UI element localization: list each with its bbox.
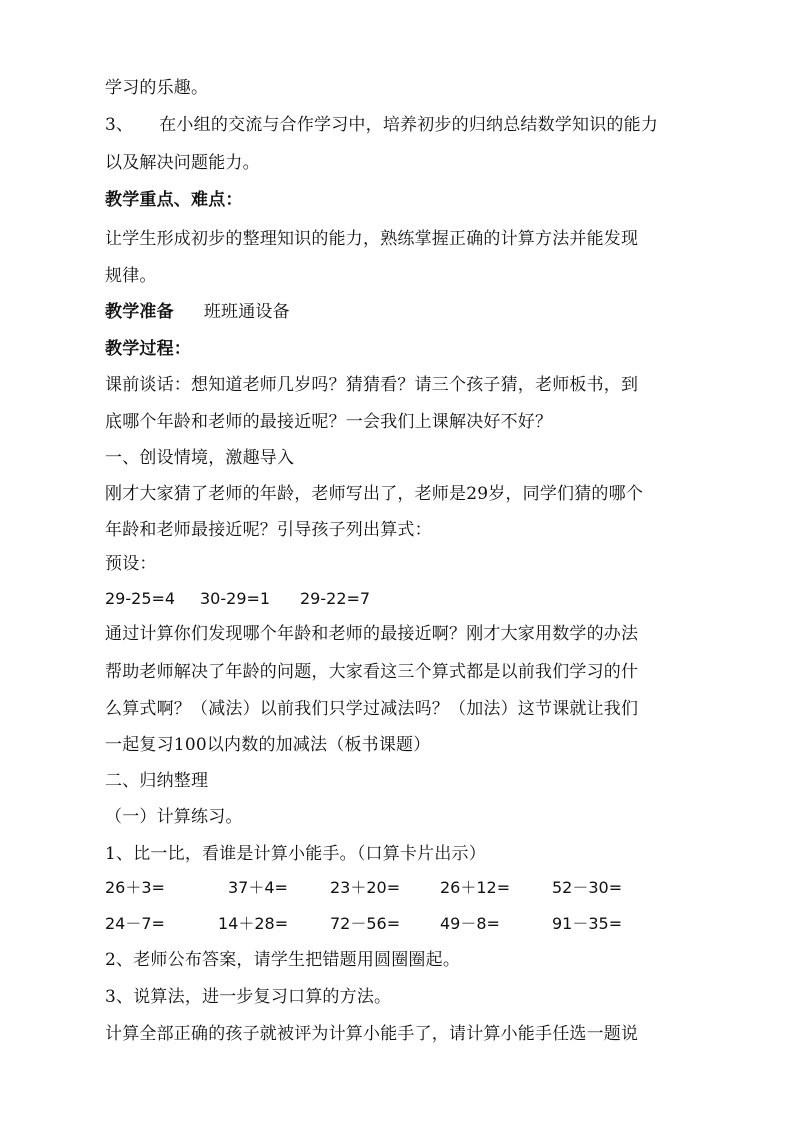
oral-calc-item: 49－8= [440, 914, 500, 933]
section-heading-prep: 教学准备 [105, 302, 174, 322]
text-line: 通过计算你们发现哪个年龄和老师的最接近啊？刚才大家用数学的办法 [105, 624, 639, 644]
text-line: 年龄和老师最接近呢？引导孩子列出算式： [105, 520, 432, 540]
equation: 29-22=7 [300, 589, 371, 608]
text-line: 底哪个年龄和老师的最接近呢？一会我们上课解决好不好？ [105, 412, 553, 432]
oral-calc-item: 52－30= [552, 878, 623, 897]
text-line: 2、老师公布答案，请学生把错题用圆圈圈起。 [105, 950, 461, 970]
oral-calc-item: 37＋4= [228, 878, 288, 897]
oral-calc-item: 72－56= [330, 914, 401, 933]
list-number: 3、 [105, 115, 134, 135]
oral-calc-item: 26＋12= [440, 878, 511, 897]
oral-calc-item: 26＋3= [105, 878, 165, 897]
prep-line [105, 300, 705, 324]
oral-calc-item: 14＋28= [218, 914, 289, 933]
text-line: 课前谈话：想知道老师几岁吗？猜猜看？请三个孩子猜，老师板书，到 [105, 375, 639, 395]
section-heading-process: 教学过程： [105, 339, 191, 359]
prep-value: 班班通设备 [203, 302, 290, 322]
equation: 29-25=4 [105, 589, 176, 608]
text-line: 让学生形成初步的整理知识的能力，熟练掌握正确的计算方法并能发现 [105, 229, 639, 249]
text-line: 帮助老师解决了年龄的问题，大家看这三个算式都是以前我们学习的什 [105, 662, 639, 682]
text-line: （一）计算练习。 [105, 807, 243, 827]
text-line: 么算式啊？（减法）以前我们只学过减法吗？（加法）这节课就让我们 [105, 699, 639, 719]
equation: 30-29=1 [200, 589, 271, 608]
oral-calc-item: 91－35= [552, 914, 623, 933]
text-line: 学习的乐趣。 [105, 78, 209, 98]
text-line: 一、创设情境，激趣导入 [105, 448, 295, 468]
oral-calc-item: 24－7= [105, 914, 165, 933]
text-line: 刚才大家猜了老师的年龄，老师写出了，老师是29岁，同学们猜的哪个 [105, 484, 644, 504]
objective-3 [105, 113, 705, 137]
oral-calc-item: 23＋20= [330, 878, 401, 897]
text-line: 一起复习100以内数的加减法（板书课题） [105, 735, 431, 755]
text-line: 预设： [105, 554, 157, 574]
text-line: 二、归纳整理 [105, 771, 209, 791]
section-heading-key-points: 教学重点、难点： [105, 190, 243, 210]
text-line: 计算全部正确的孩子就被评为计算小能手了，请计算小能手任选一题说 [105, 1024, 639, 1044]
text-line: 3、说算法，进一步复习口算的方法。 [105, 987, 392, 1007]
text-line: 1、比一比，看谁是计算小能手。（口算卡片出示） [105, 844, 486, 864]
text-line: 以及解决问题能力。 [105, 153, 260, 173]
text-line: 规律。 [105, 266, 157, 286]
text-line: 在小组的交流与合作学习中，培养初步的归纳总结数学知识的能力 [159, 115, 659, 135]
